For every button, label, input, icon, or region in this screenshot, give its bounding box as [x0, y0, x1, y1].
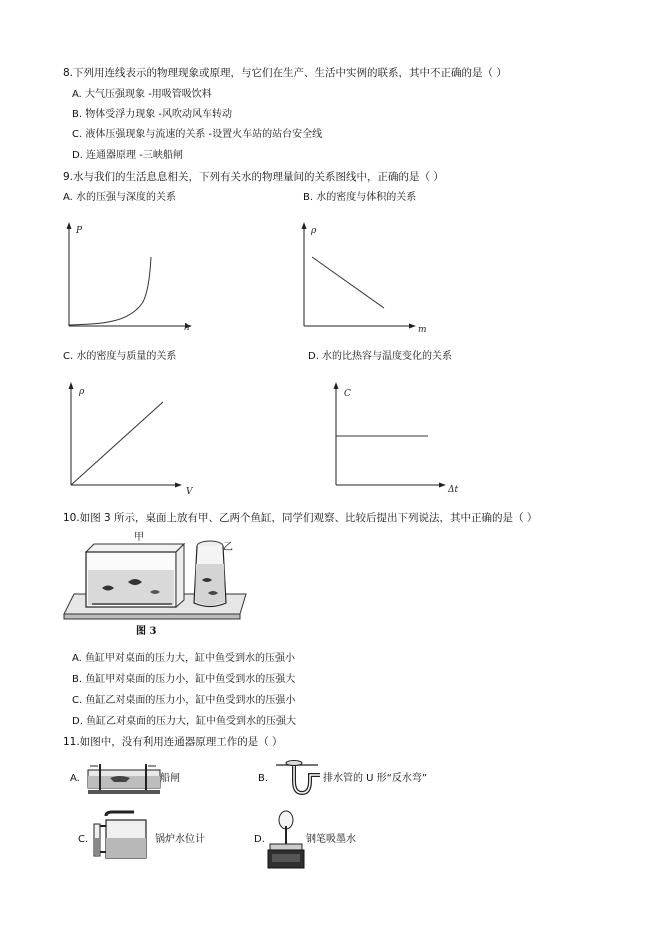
graph-b-x-label: m [418, 325, 427, 335]
q11-option-b-text: 排水管的 U 形“反水弯” [323, 773, 428, 784]
q9-stem: 9.水与我们的生活息息相关，下列有关水的物理量间的关系图线中，正确的是（ ） [63, 171, 444, 183]
fountain-pen-ink-icon [262, 808, 308, 870]
q11-option-a-text: 船闸 [160, 773, 180, 784]
q11-option-c-text: 锅炉水位计 [155, 834, 205, 845]
graph-b-y-label: ρ [311, 226, 317, 236]
tank-yi-label: 乙 [223, 542, 233, 553]
q9-option-d: D. 水的比热容与温度变化的关系 [308, 351, 453, 362]
graph-d-x-label: Δt [448, 485, 459, 495]
q11-option-b-letter: B. [258, 773, 269, 784]
graph-a-pressure-depth [60, 222, 200, 334]
q10-option-b: B. 鱼缸甲对桌面的压力小，缸中鱼受到水的压强大 [72, 674, 296, 685]
tank-jia-label: 甲 [134, 532, 144, 543]
q10-stem: 10.如图 3 所示，桌面上放有甲、乙两个鱼缸，同学们观察、比较后提出下列说法，其中正确的是（ ） [63, 512, 538, 524]
graph-c-x-label: V [186, 487, 193, 497]
ship-lock-icon [86, 762, 162, 796]
q10-option-d: D. 鱼缸乙对桌面的压力大，缸中鱼受到水的压强大 [72, 716, 297, 727]
graph-c-density-mass [62, 382, 202, 497]
q11-option-a-letter: A. [70, 773, 80, 784]
q10-option-c: C. 鱼缸乙对桌面的压力小，缸中鱼受到水的压强小 [72, 695, 296, 706]
q10-option-a: A. 鱼缸甲对桌面的压力大，缸中鱼受到水的压强小 [72, 653, 296, 664]
boiler-water-gauge-icon [90, 812, 152, 862]
q11-option-d-letter: D. [254, 834, 265, 845]
graph-a-y-label: P [76, 226, 83, 236]
q9-option-c: C. 水的密度与质量的关系 [63, 351, 177, 362]
graph-a-x-label: h [184, 323, 190, 333]
q9-option-b: B. 水的密度与体积的关系 [303, 192, 417, 203]
q8-option-a: A. 大气压强现象 -用吸管吸饮料 [72, 89, 212, 100]
q11-stem: 11.如图中，没有利用连通器原理工作的是（ ） [63, 736, 283, 748]
q9-option-a: A. 水的压强与深度的关系 [63, 192, 177, 203]
graph-d-y-label: C [344, 389, 351, 399]
q8-option-c: C. 液体压强现象与流速的关系 -设置火车站的站台安全线 [72, 129, 323, 140]
q8-stem: 8.下列用连线表示的物理现象或原理，与它们在生产、生活中实例的联系，其中不正确的是（ ） [63, 67, 507, 79]
q8-option-d: D. 连通器原理 -三峡船闸 [72, 150, 183, 161]
graph-c-y-label: ρ [79, 387, 85, 397]
u-trap-drain-icon [272, 757, 322, 803]
graph-b-density-volume [296, 222, 436, 334]
q11-option-c-letter: C. [78, 834, 89, 845]
figure-3-caption: 图 3 [136, 626, 157, 637]
graph-d-specific-heat-temperature [328, 382, 468, 494]
fish-tank-figure [62, 530, 262, 640]
q11-option-d-text: 钢笔吸墨水 [306, 834, 356, 845]
q8-option-b: B. 物体受浮力现象 -风吹动风车转动 [72, 109, 233, 120]
